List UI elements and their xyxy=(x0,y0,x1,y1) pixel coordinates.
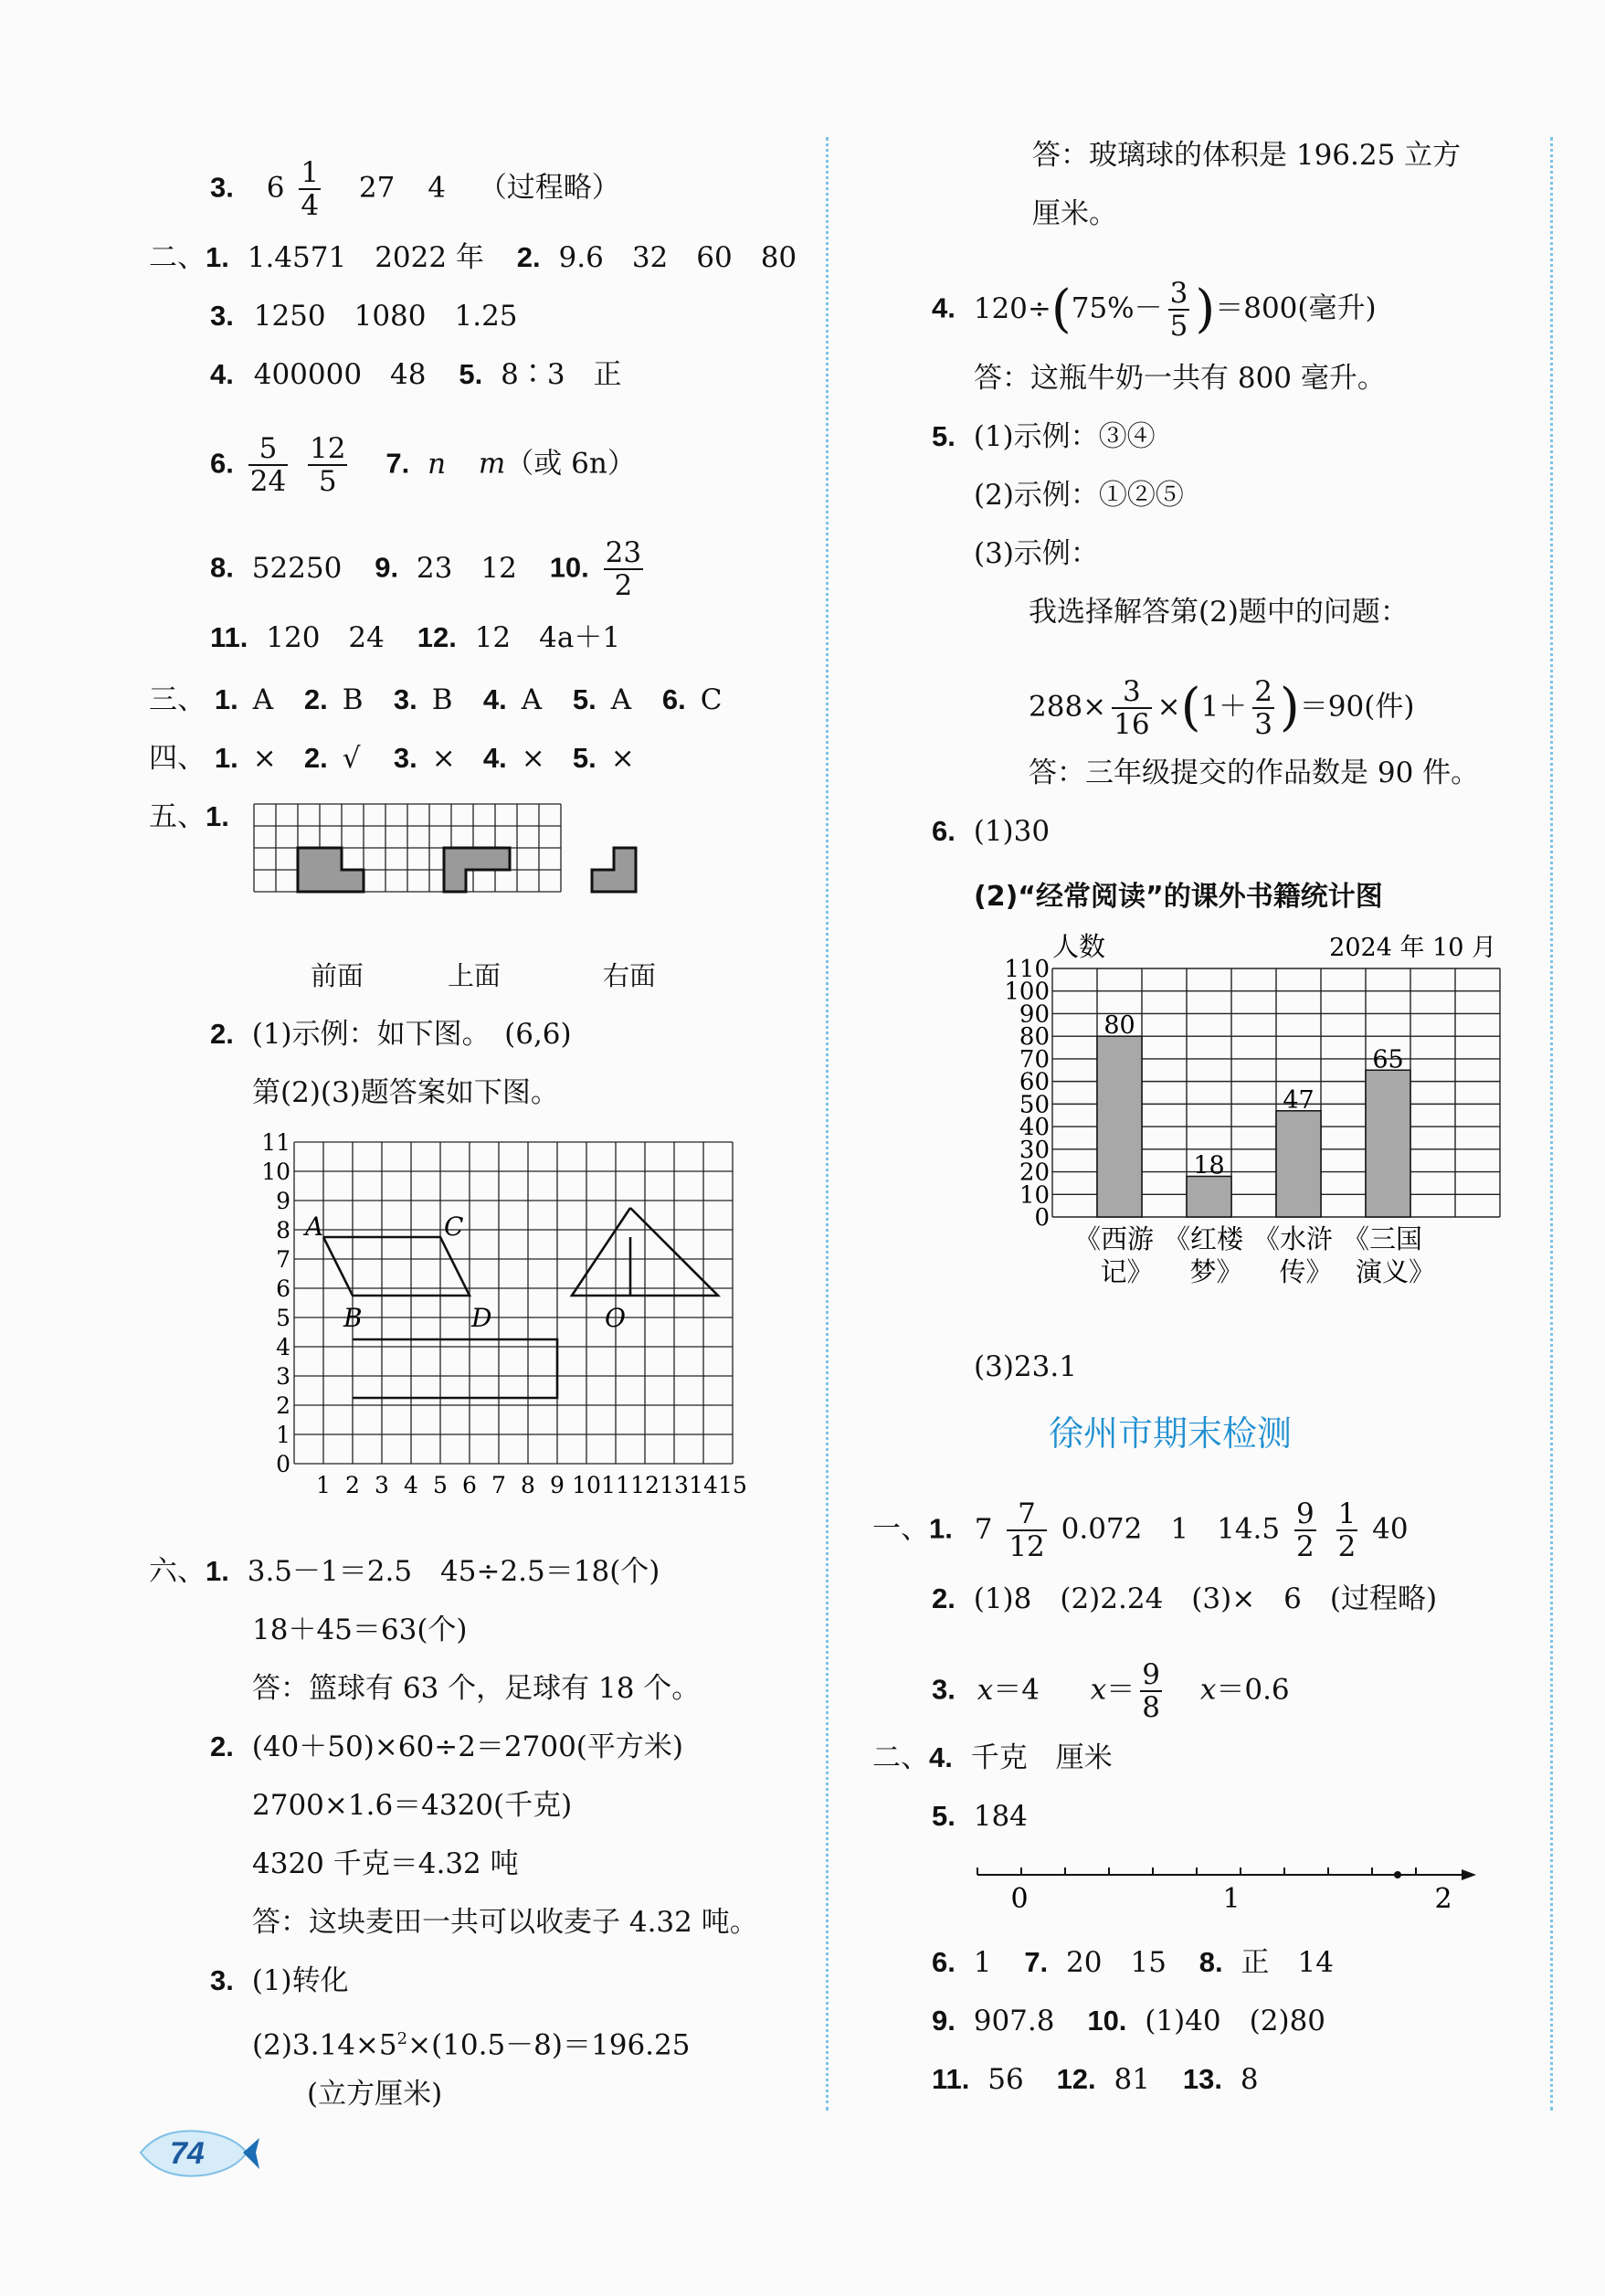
question-number: 2. xyxy=(303,742,328,774)
chart-category-label: 《红楼 xyxy=(1163,1223,1244,1254)
answer-line xyxy=(974,1349,1077,1385)
variable: m xyxy=(478,447,506,481)
answer-text: 56 xyxy=(987,2063,1024,2096)
answer-text: 907.8 xyxy=(973,2005,1055,2037)
answer-line xyxy=(932,813,1050,850)
answer-text: 3.5－1＝2.5 45÷2.5＝18(个) xyxy=(247,1555,660,1588)
section-heading: 六、 xyxy=(149,1555,206,1588)
denominator: 24 xyxy=(249,465,287,498)
section-heading: 三、 xyxy=(149,683,206,716)
answer-text: ×(10.5－8)＝196.25 xyxy=(407,2028,691,2062)
answer-text: 12 4a＋1 xyxy=(474,621,621,654)
grid-x-tick-label: 6 xyxy=(462,1472,477,1498)
parallelogram-base-rect xyxy=(353,1339,557,1398)
denominator: 4 xyxy=(301,189,320,222)
answer-line xyxy=(932,1659,1290,1723)
answer-text: 23 12 xyxy=(416,551,517,585)
grid-y-tick-label: 2 xyxy=(276,1392,290,1419)
answer-text: (1)30 xyxy=(973,815,1051,848)
left-paren: ( xyxy=(1051,280,1072,339)
grid-x-tick-label: 8 xyxy=(521,1472,535,1498)
view-label-right: 右面 xyxy=(603,960,657,991)
column-divider xyxy=(826,137,829,2111)
section-heading: 五、 xyxy=(149,800,206,833)
answer-text: (40＋50)×60÷2＝2700(平方米) xyxy=(251,1730,683,1763)
answer-text: 75%－ xyxy=(1071,291,1163,325)
chart-bar xyxy=(1366,1070,1410,1217)
answer-line xyxy=(872,1740,1113,1776)
fraction xyxy=(1140,1659,1162,1723)
answer-line xyxy=(252,1670,700,1707)
top-view-shape xyxy=(444,848,510,892)
question-number: 5. xyxy=(459,358,483,390)
answer-text: 288× xyxy=(1029,690,1107,724)
numerator: 1 xyxy=(1337,1497,1357,1530)
answer-text: 0.072 1 14.5 xyxy=(1061,1512,1281,1546)
answer-line xyxy=(1029,755,1479,791)
three-view-grid xyxy=(247,800,740,960)
answer-text: (2)示例：①②⑤ xyxy=(974,479,1184,512)
grid-y-tick-label: 11 xyxy=(261,1129,290,1156)
point-c-label: C xyxy=(444,1211,464,1242)
answer-text: 8∶3 正 xyxy=(501,358,622,391)
answer-choice: √ xyxy=(342,742,361,775)
grid-x-tick-label: 2 xyxy=(345,1472,360,1498)
section-heading: 二、 xyxy=(149,241,206,274)
chart-data-label: 18 xyxy=(1193,1151,1225,1180)
number-line-point xyxy=(1394,1871,1401,1878)
answer-line xyxy=(210,433,636,497)
answer-choice: A xyxy=(610,683,632,716)
question-number: 1. xyxy=(206,1555,229,1587)
point-o-label: O xyxy=(605,1303,626,1333)
denominator: 12 xyxy=(1008,1530,1045,1563)
denominator: 16 xyxy=(1114,708,1150,741)
bar-chart xyxy=(1004,931,1562,1316)
question-number: 10. xyxy=(1087,2005,1127,2037)
section-title: 徐州市期末检测 xyxy=(1049,1413,1293,1454)
grid-y-tick-label: 0 xyxy=(276,1451,290,1477)
chart-category-label: 梦》 xyxy=(1189,1256,1243,1287)
section-heading: 一、 xyxy=(872,1512,929,1546)
grid-y-tick-label: 6 xyxy=(276,1275,290,1302)
answer-line xyxy=(932,1581,1437,1617)
fraction xyxy=(1168,278,1190,342)
question-number: 3. xyxy=(210,171,234,204)
numerator: 9 xyxy=(1295,1497,1315,1530)
answer-text: (立方厘米) xyxy=(307,2078,443,2111)
answer-choice: A xyxy=(521,683,543,716)
answer-line xyxy=(252,1787,572,1824)
question-number: 3. xyxy=(393,742,417,774)
answer-line xyxy=(932,1798,1028,1835)
answer-line xyxy=(149,799,229,835)
answer-line xyxy=(974,535,1099,572)
question-number: 4. xyxy=(929,1741,953,1773)
chart-y-tick-label: 30 xyxy=(1019,1136,1050,1164)
point-d-label: D xyxy=(471,1303,492,1333)
view-label-front: 前面 xyxy=(311,960,364,991)
number-line-arrow-icon xyxy=(1462,1869,1476,1880)
answer-text: (3)示例： xyxy=(974,537,1099,570)
question-number: 10. xyxy=(549,551,589,584)
chart-bar xyxy=(1187,1176,1231,1217)
answer-text: 120÷ xyxy=(973,291,1051,325)
numerator: 2 xyxy=(1254,675,1272,708)
question-number: 9. xyxy=(375,551,399,584)
chart-data-label: 47 xyxy=(1283,1085,1315,1115)
answer-text: 2700×1.6＝4320(千克) xyxy=(252,1789,573,1822)
point-b-label: B xyxy=(343,1303,363,1333)
answer-line xyxy=(252,1074,559,1111)
grid-x-tick-label: 9 xyxy=(550,1472,565,1498)
answer-text: ＝ xyxy=(1106,1673,1135,1707)
numerator: 23 xyxy=(605,536,642,569)
answer-text: 1250 1080 1.25 xyxy=(253,300,518,333)
question-number: 4. xyxy=(482,683,507,715)
chart-y-tick-label: 70 xyxy=(1019,1045,1050,1074)
grid-y-tick-label: 8 xyxy=(276,1217,290,1243)
chart-y-tick-label: 0 xyxy=(1034,1204,1050,1232)
answer-choice: A xyxy=(252,683,274,716)
chart-category-label: 传》 xyxy=(1279,1256,1333,1287)
question-number: 1. xyxy=(206,800,229,832)
answer-text: (1)8 (2)2.24 (3)× 6 (过程略) xyxy=(973,1582,1438,1615)
answer-choice: × xyxy=(252,742,277,775)
chart-bar xyxy=(1097,1036,1142,1217)
grid-y-tick-label: 1 xyxy=(276,1422,290,1448)
denominator: 2 xyxy=(1337,1530,1357,1563)
question-number: 7. xyxy=(385,447,410,480)
numerator: 9 xyxy=(1142,1658,1161,1691)
numerator: 1 xyxy=(301,156,320,189)
grid-x-tick-label: 7 xyxy=(491,1472,506,1498)
answer-text: 40 xyxy=(1372,1512,1409,1546)
grid-y-tick-label: 7 xyxy=(276,1246,290,1273)
right-paren: ) xyxy=(1195,280,1216,339)
answer-text: 答：这块麦田一共可以收麦子 4.32 吨。 xyxy=(252,1906,758,1939)
chart-caption xyxy=(974,879,1383,915)
section-heading: 四、 xyxy=(149,742,206,775)
question-number: 6. xyxy=(932,1946,956,1978)
answer-text: 答：这瓶牛奶一共有 800 毫升。 xyxy=(974,362,1386,395)
answer-line xyxy=(252,1904,758,1941)
answer-line xyxy=(149,682,752,718)
question-number: 2. xyxy=(303,683,328,715)
question-number: 2. xyxy=(932,1582,956,1614)
question-number: 3. xyxy=(210,1964,234,1996)
point-a-label: A xyxy=(305,1211,324,1242)
fraction xyxy=(1007,1498,1046,1562)
answer-text: (2)“经常阅读”的课外书籍统计图 xyxy=(974,881,1383,913)
grid-y-tick-label: 4 xyxy=(276,1334,290,1360)
answer-text: 答：三年级提交的作品数是 90 件。 xyxy=(1029,757,1480,789)
chart-category-label: 《西游 xyxy=(1073,1223,1155,1254)
right-view-shape xyxy=(592,848,636,892)
denominator: 2 xyxy=(1295,1530,1315,1563)
answer-text: × xyxy=(1156,690,1181,724)
exponent: 2 xyxy=(396,2029,408,2048)
answer-choice: B xyxy=(431,683,453,716)
answer-line xyxy=(1032,137,1461,174)
answer-text: 4 xyxy=(428,171,446,205)
answer-text: ＝800(毫升) xyxy=(1215,291,1377,325)
grid-y-tick-label: 9 xyxy=(276,1188,290,1214)
answer-line xyxy=(1032,196,1117,232)
denominator: 5 xyxy=(318,465,337,498)
answer-text: 千克 厘米 xyxy=(970,1741,1113,1774)
denominator: 3 xyxy=(1254,708,1272,741)
number-line-label: 0 xyxy=(1010,1883,1029,1915)
right-paren: ) xyxy=(1279,678,1300,737)
question-number: 4. xyxy=(482,742,507,774)
question-number: 6. xyxy=(210,447,234,480)
chart-y-tick-label: 110 xyxy=(1004,956,1050,983)
answer-text: 18＋45＝63(个) xyxy=(252,1614,468,1646)
chart-bar xyxy=(1276,1111,1321,1217)
question-number: 8. xyxy=(210,551,234,584)
answer-text: （或 6n） xyxy=(505,447,636,481)
numerator: 12 xyxy=(310,432,346,465)
number-line-label: 2 xyxy=(1434,1883,1452,1915)
question-number: 5. xyxy=(572,683,597,715)
question-number: 6. xyxy=(932,815,956,847)
number-line-label: 1 xyxy=(1222,1883,1241,1915)
grid-x-tick-label: 14 xyxy=(689,1472,718,1498)
parallelogram-shape xyxy=(323,1237,470,1296)
grid-x-tick-label: 3 xyxy=(375,1472,389,1498)
fraction xyxy=(1294,1498,1316,1562)
answer-line xyxy=(149,1553,660,1590)
answer-text: 52250 xyxy=(251,551,343,585)
question-number: 1. xyxy=(214,742,238,774)
numerator: 5 xyxy=(248,433,288,466)
answer-text: 20 15 xyxy=(1066,1946,1167,1979)
grid-x-tick-label: 15 xyxy=(718,1472,747,1498)
chart-y-tick-label: 40 xyxy=(1019,1114,1050,1142)
answer-line xyxy=(307,2076,442,2112)
answer-text: 1.4571 2022 年 xyxy=(247,241,484,274)
answer-line xyxy=(149,740,662,777)
chart-y-axis-label: 人数 xyxy=(1052,931,1106,962)
answer-text: 1＋ xyxy=(1200,690,1248,724)
answer-text: ＝4 xyxy=(993,1673,1040,1707)
fraction xyxy=(1336,1498,1358,1562)
answer-text: 答：玻璃球的体积是 196.25 立方 xyxy=(1032,139,1462,172)
answer-line xyxy=(974,477,1184,513)
answer-text: (2)3.14×5 xyxy=(252,2028,397,2062)
grid-x-tick-label: 5 xyxy=(433,1472,448,1498)
chart-category-label: 记》 xyxy=(1100,1256,1154,1287)
question-number: 12. xyxy=(417,621,457,653)
question-number: 3. xyxy=(932,1673,956,1706)
answer-line xyxy=(932,2061,1259,2098)
numerator: 3 xyxy=(1112,676,1151,709)
numerator: 3 xyxy=(1169,277,1188,310)
answer-text: 第(2)(3)题答案如下图。 xyxy=(252,1076,559,1109)
question-number: 11. xyxy=(932,2063,970,2095)
denominator: 8 xyxy=(1142,1691,1161,1724)
fraction xyxy=(248,433,288,497)
view-label-top: 上面 xyxy=(448,960,502,991)
coordinate-grid xyxy=(261,1129,776,1498)
grid-x-tick-label: 10 xyxy=(572,1472,601,1498)
fraction xyxy=(1252,676,1274,740)
answer-line xyxy=(252,1612,468,1648)
question-number: 5. xyxy=(932,1800,956,1832)
question-number: 8. xyxy=(1198,1946,1223,1978)
chart-y-tick-label: 20 xyxy=(1019,1159,1050,1187)
answer-line xyxy=(210,1729,683,1765)
page-number: 74 xyxy=(170,2136,205,2171)
fraction xyxy=(604,537,643,601)
question-number: 2. xyxy=(210,1730,234,1762)
question-number: 5. xyxy=(572,742,597,774)
chart-y-tick-label: 80 xyxy=(1019,1023,1050,1052)
answer-text: （过程略） xyxy=(478,171,620,205)
left-paren: ( xyxy=(1180,678,1201,737)
answer-text: 1 xyxy=(973,1946,992,1979)
answer-line xyxy=(210,298,518,334)
question-number: 11. xyxy=(210,621,248,653)
chart-category-label: 演义》 xyxy=(1355,1256,1436,1287)
chart-y-tick-label: 100 xyxy=(1004,978,1050,1006)
chart-date-label: 2024 年 10 月 xyxy=(1329,934,1496,962)
answer-line xyxy=(872,1498,1409,1562)
question-number: 12. xyxy=(1056,2063,1096,2095)
fraction xyxy=(1112,676,1151,740)
question-number: 3. xyxy=(210,300,234,332)
chart-y-tick-label: 90 xyxy=(1019,1000,1050,1029)
grid-x-tick-label: 4 xyxy=(404,1472,418,1498)
answer-line xyxy=(932,418,1156,455)
answer-line xyxy=(974,360,1386,397)
answer-text: 184 xyxy=(973,1800,1028,1833)
answer-text: 我选择解答第(2)题中的问题： xyxy=(1029,596,1409,629)
answer-line xyxy=(932,2003,1325,2039)
answer-text: (3)23.1 xyxy=(974,1350,1077,1383)
answer-text: 9.6 32 60 80 xyxy=(558,241,797,274)
answer-text: 400000 48 xyxy=(253,358,427,391)
answer-line xyxy=(210,157,620,221)
answer-line xyxy=(932,278,1377,342)
answer-text: 正 14 xyxy=(1241,1946,1334,1979)
answer-line xyxy=(252,2021,690,2063)
question-number: 2. xyxy=(210,1018,234,1050)
fish-tail-icon xyxy=(243,2138,259,2169)
answer-text: (1)示例：③④ xyxy=(973,420,1156,453)
answer-text: (1)40 (2)80 xyxy=(1145,2005,1326,2037)
answer-text: 120 24 xyxy=(266,621,385,654)
grid-x-tick-label: 12 xyxy=(630,1472,660,1498)
grid-y-tick-label: 5 xyxy=(276,1305,290,1331)
answer-text: 6 xyxy=(266,171,285,205)
answer-choice: × xyxy=(431,742,456,775)
grid-y-tick-label: 10 xyxy=(261,1159,290,1185)
question-number: 4. xyxy=(210,358,234,390)
answer-text: 4320 千克＝4.32 吨 xyxy=(252,1847,519,1880)
variable: x xyxy=(1090,1673,1107,1707)
answer-line xyxy=(1029,676,1414,740)
chart-data-label: 80 xyxy=(1103,1011,1135,1041)
answer-line xyxy=(149,239,797,276)
answer-line xyxy=(252,1846,519,1882)
chart-category-label: 《三国 xyxy=(1342,1223,1423,1254)
answer-text: 答：篮球有 63 个，足球有 18 个。 xyxy=(252,1672,701,1705)
variable: x xyxy=(977,1673,994,1707)
chart-y-tick-label: 60 xyxy=(1019,1068,1050,1096)
page-number-badge xyxy=(135,2121,263,2185)
answer-choice: × xyxy=(521,742,545,775)
fraction xyxy=(308,433,347,497)
denominator: 5 xyxy=(1169,310,1188,343)
chart-y-tick-label: 10 xyxy=(1019,1181,1050,1210)
variable: x xyxy=(1199,1673,1217,1707)
answer-text: 8 xyxy=(1240,2063,1259,2096)
chart-category-label: 《水浒 xyxy=(1252,1223,1334,1254)
answer-line xyxy=(210,619,620,656)
answer-text: 厘米。 xyxy=(1032,197,1117,230)
answer-line xyxy=(932,1944,1334,1981)
section-heading: 二、 xyxy=(872,1741,929,1774)
grid-x-tick-label: 1 xyxy=(316,1472,331,1498)
fraction xyxy=(299,157,321,221)
question-number: 9. xyxy=(932,2005,956,2037)
answer-text: 81 xyxy=(1114,2063,1150,2096)
answer-text: 7 xyxy=(974,1512,993,1546)
question-number: 7. xyxy=(1024,1946,1049,1978)
answer-text: ＝0.6 xyxy=(1216,1673,1290,1707)
answer-line xyxy=(210,356,622,393)
chart-data-label: 65 xyxy=(1372,1045,1404,1074)
answer-text: (1)转化 xyxy=(251,1964,349,1997)
question-number: 1. xyxy=(214,683,238,715)
front-view-shape xyxy=(298,848,364,892)
answer-choice: B xyxy=(342,683,364,716)
question-number: 2. xyxy=(516,241,541,273)
question-number: 5. xyxy=(932,420,956,452)
question-number: 4. xyxy=(932,291,956,324)
answer-line xyxy=(210,1963,349,1999)
answer-line xyxy=(1029,594,1409,630)
numerator: 7 xyxy=(1007,1498,1046,1531)
grid-y-tick-label: 3 xyxy=(276,1363,290,1390)
denominator: 2 xyxy=(614,569,633,602)
question-number: 1. xyxy=(206,241,229,273)
grid-x-tick-label: 11 xyxy=(601,1472,630,1498)
chart-y-tick-label: 50 xyxy=(1019,1091,1050,1119)
answer-choice: × xyxy=(610,742,635,775)
answer-text: ＝90(件) xyxy=(1299,690,1415,724)
question-number: 1. xyxy=(929,1512,953,1545)
number-line xyxy=(968,1855,1480,1919)
answer-line xyxy=(210,1016,572,1053)
question-number: 3. xyxy=(393,683,417,715)
answer-choice: C xyxy=(700,683,723,716)
grid-x-tick-label: 13 xyxy=(660,1472,689,1498)
variable: n xyxy=(428,447,447,481)
question-number: 6. xyxy=(661,683,686,715)
answer-line xyxy=(210,537,649,601)
answer-text: 27 xyxy=(358,171,396,205)
question-number: 13. xyxy=(1182,2063,1222,2095)
answer-text: (1)示例：如下图。 (6,6) xyxy=(251,1018,572,1051)
